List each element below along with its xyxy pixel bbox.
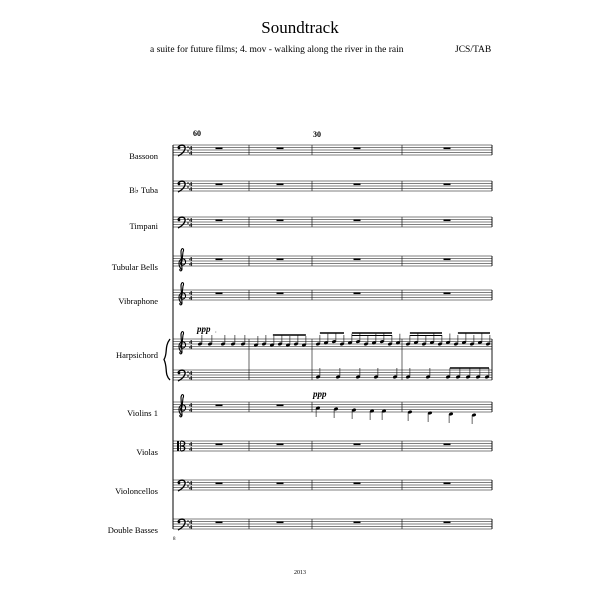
harpsichord-lower-note xyxy=(426,368,431,379)
harpsichord-upper-note xyxy=(278,335,283,346)
time-sig-denominator: 4 xyxy=(189,294,193,302)
time-sig-numerator: 4 xyxy=(189,255,193,263)
violins-dynamic: ppp xyxy=(313,389,327,399)
whole-rest-icon xyxy=(444,259,451,261)
harpsichord-lower-note xyxy=(406,368,411,379)
instrument-label-tubular-bells: Tubular Bells xyxy=(111,262,158,272)
harpsichord-brace xyxy=(164,339,170,380)
whole-rest-icon xyxy=(277,148,284,150)
time-sig-denominator: 4 xyxy=(189,406,193,414)
instrument-label-bassoon: Bassoon xyxy=(129,151,158,161)
bass-clef-icon xyxy=(178,181,189,192)
whole-rest-icon xyxy=(216,293,223,295)
time-sig-denominator: 4 xyxy=(189,374,193,382)
measure-number: 30 xyxy=(313,130,321,139)
harpsichord-upper-note xyxy=(454,335,459,346)
whole-rest-icon xyxy=(444,483,451,485)
whole-rest-icon xyxy=(354,184,361,186)
whole-rest-icon xyxy=(354,293,361,295)
whole-rest-icon xyxy=(216,148,223,150)
whole-rest-icon xyxy=(277,483,284,485)
violins-note xyxy=(408,410,413,421)
whole-rest-icon xyxy=(354,220,361,222)
staff-violas xyxy=(173,441,492,451)
harpsichord-upper-note xyxy=(231,335,236,346)
whole-rest-icon xyxy=(354,483,361,485)
time-sig-denominator: 4 xyxy=(189,221,193,229)
harpsichord-lower-note xyxy=(336,368,341,379)
score-title: Soundtrack xyxy=(261,18,339,37)
staff-tubular-bells xyxy=(173,256,492,266)
violins-note xyxy=(472,413,477,424)
harpsichord-upper-note xyxy=(198,335,203,346)
harpsichord-upper-note xyxy=(332,333,337,344)
harpsichord-upper-note xyxy=(406,335,411,346)
harpsichord-upper-note xyxy=(364,335,369,346)
whole-rest-icon xyxy=(444,220,451,222)
whole-rest-icon xyxy=(216,522,223,524)
time-sig-numerator: 4 xyxy=(189,180,193,188)
time-sig-numerator: 4 xyxy=(189,440,193,448)
time-sig-denominator: 4 xyxy=(189,260,193,268)
whole-rest-icon xyxy=(354,522,361,524)
staff-violoncellos xyxy=(173,480,492,490)
harpsichord-lower-note xyxy=(485,368,490,379)
instrument-label-timpani: Timpani xyxy=(129,221,158,231)
score-subtitle: a suite for future films; 4. mov - walking along the river in the rain xyxy=(150,45,404,55)
bass-clef-icon xyxy=(178,145,189,156)
harpsichord-lower-note xyxy=(374,368,379,379)
harpsichord-upper-note xyxy=(356,333,361,344)
harpsichord-upper-note xyxy=(438,335,443,346)
bass-clef-icon xyxy=(178,370,189,381)
whole-rest-icon xyxy=(216,259,223,261)
whole-rest-icon xyxy=(444,184,451,186)
time-sig-numerator: 4 xyxy=(189,479,193,487)
whole-rest-icon xyxy=(444,293,451,295)
time-sig-numerator: 4 xyxy=(189,289,193,297)
staff-bassoon xyxy=(173,145,492,155)
violins-note xyxy=(382,409,387,420)
time-sig-numerator: 4 xyxy=(189,401,193,409)
time-sig-numerator: 4 xyxy=(189,144,193,152)
harpsichord-upper-note xyxy=(470,335,475,346)
harpsichord-upper-note xyxy=(388,335,393,346)
harpsichord-upper-note xyxy=(262,335,267,346)
harpsichord-upper-note xyxy=(340,335,345,346)
harpsichord-upper-note xyxy=(486,335,491,346)
whole-rest-icon xyxy=(277,522,284,524)
harpsichord-upper-note xyxy=(348,334,353,345)
violins-note xyxy=(316,406,321,417)
treble-clef-icon xyxy=(179,249,186,271)
whole-rest-icon xyxy=(444,522,451,524)
treble-clef-icon xyxy=(179,332,186,354)
whole-rest-icon xyxy=(277,293,284,295)
eighth-rest-icon: ’ xyxy=(215,332,217,337)
staff-double-basses xyxy=(173,519,492,529)
staff-vibraphone xyxy=(173,290,492,300)
harpsichord-lower-note xyxy=(446,368,451,379)
violins-note xyxy=(370,409,375,420)
whole-rest-icon xyxy=(354,148,361,150)
harpsichord-upper-note xyxy=(396,334,401,345)
whole-rest-icon xyxy=(277,259,284,261)
time-sig-numerator: 4 xyxy=(189,216,193,224)
instrument-label-vibraphone: Vibraphone xyxy=(118,296,158,306)
time-sig-denominator: 4 xyxy=(189,484,193,492)
staff-violins xyxy=(173,402,492,412)
instrument-label-violoncellos: Violoncellos xyxy=(115,486,158,496)
harpsichord-lower-note xyxy=(393,368,398,379)
staff-harpsichord-lower xyxy=(173,370,492,380)
harpsichord-upper-note xyxy=(316,335,321,346)
time-sig-denominator: 4 xyxy=(189,445,193,453)
composer: JCS/TAB xyxy=(455,45,492,55)
whole-rest-icon xyxy=(216,483,223,485)
violins-note xyxy=(334,407,339,418)
instrument-label-violas: Violas xyxy=(136,447,158,457)
whole-rest-icon xyxy=(216,220,223,222)
treble-clef-icon xyxy=(179,283,186,305)
harpsichord-upper-note xyxy=(294,335,299,346)
harpsichord-upper-note xyxy=(241,335,246,346)
whole-rest-icon xyxy=(216,405,223,407)
whole-rest-icon xyxy=(444,444,451,446)
whole-rest-icon xyxy=(354,259,361,261)
instrument-label-double-basses: Double Basses xyxy=(107,525,158,535)
instrument-label-harpsichord: Harpsichord xyxy=(115,350,158,360)
instrument-label-tuba: B♭ Tuba xyxy=(129,185,158,195)
whole-rest-icon xyxy=(444,148,451,150)
harpsichord-dynamic: ppp xyxy=(197,324,211,334)
time-sig-numerator: 4 xyxy=(189,369,193,377)
harpsichord-upper-note xyxy=(380,333,385,344)
harpsichord-upper-note xyxy=(208,335,213,346)
whole-rest-icon xyxy=(277,220,284,222)
whole-rest-icon xyxy=(277,444,284,446)
harpsichord-lower-note xyxy=(466,368,471,379)
staff-harpsichord-upper xyxy=(173,339,492,349)
staff-timpani xyxy=(173,217,492,227)
whole-rest-icon xyxy=(354,444,361,446)
time-sig-numerator: 4 xyxy=(189,338,193,346)
whole-rest-icon xyxy=(216,184,223,186)
whole-rest-icon xyxy=(277,184,284,186)
staff-tuba xyxy=(173,181,492,191)
bass-clef-icon xyxy=(178,519,189,530)
harpsichord-upper-note xyxy=(221,335,226,346)
time-sig-denominator: 4 xyxy=(189,343,193,351)
harpsichord-lower-note xyxy=(476,368,481,379)
harpsichord-lower-note xyxy=(456,368,461,379)
harpsichord-lower-note xyxy=(316,368,321,379)
time-sig-denominator: 4 xyxy=(189,523,193,531)
instrument-label-violins: Violins 1 xyxy=(127,408,158,418)
tempo-mark: 60 xyxy=(193,129,201,138)
bass-clef-icon xyxy=(178,480,189,491)
octave-mark: 8 xyxy=(173,537,176,542)
time-sig-denominator: 4 xyxy=(189,149,193,157)
harpsichord-upper-note xyxy=(324,334,329,345)
time-sig-numerator: 4 xyxy=(189,518,193,526)
violins-note xyxy=(428,411,433,422)
harpsichord-upper-note xyxy=(422,335,427,346)
harpsichord-lower-note xyxy=(356,368,361,379)
whole-rest-icon xyxy=(216,444,223,446)
treble-clef-icon xyxy=(179,395,186,417)
violins-note xyxy=(449,412,454,423)
footer-year: 2013 xyxy=(294,570,306,576)
bass-clef-icon xyxy=(178,217,189,228)
time-sig-denominator: 4 xyxy=(189,185,193,193)
whole-rest-icon xyxy=(277,405,284,407)
violins-note xyxy=(352,408,357,419)
